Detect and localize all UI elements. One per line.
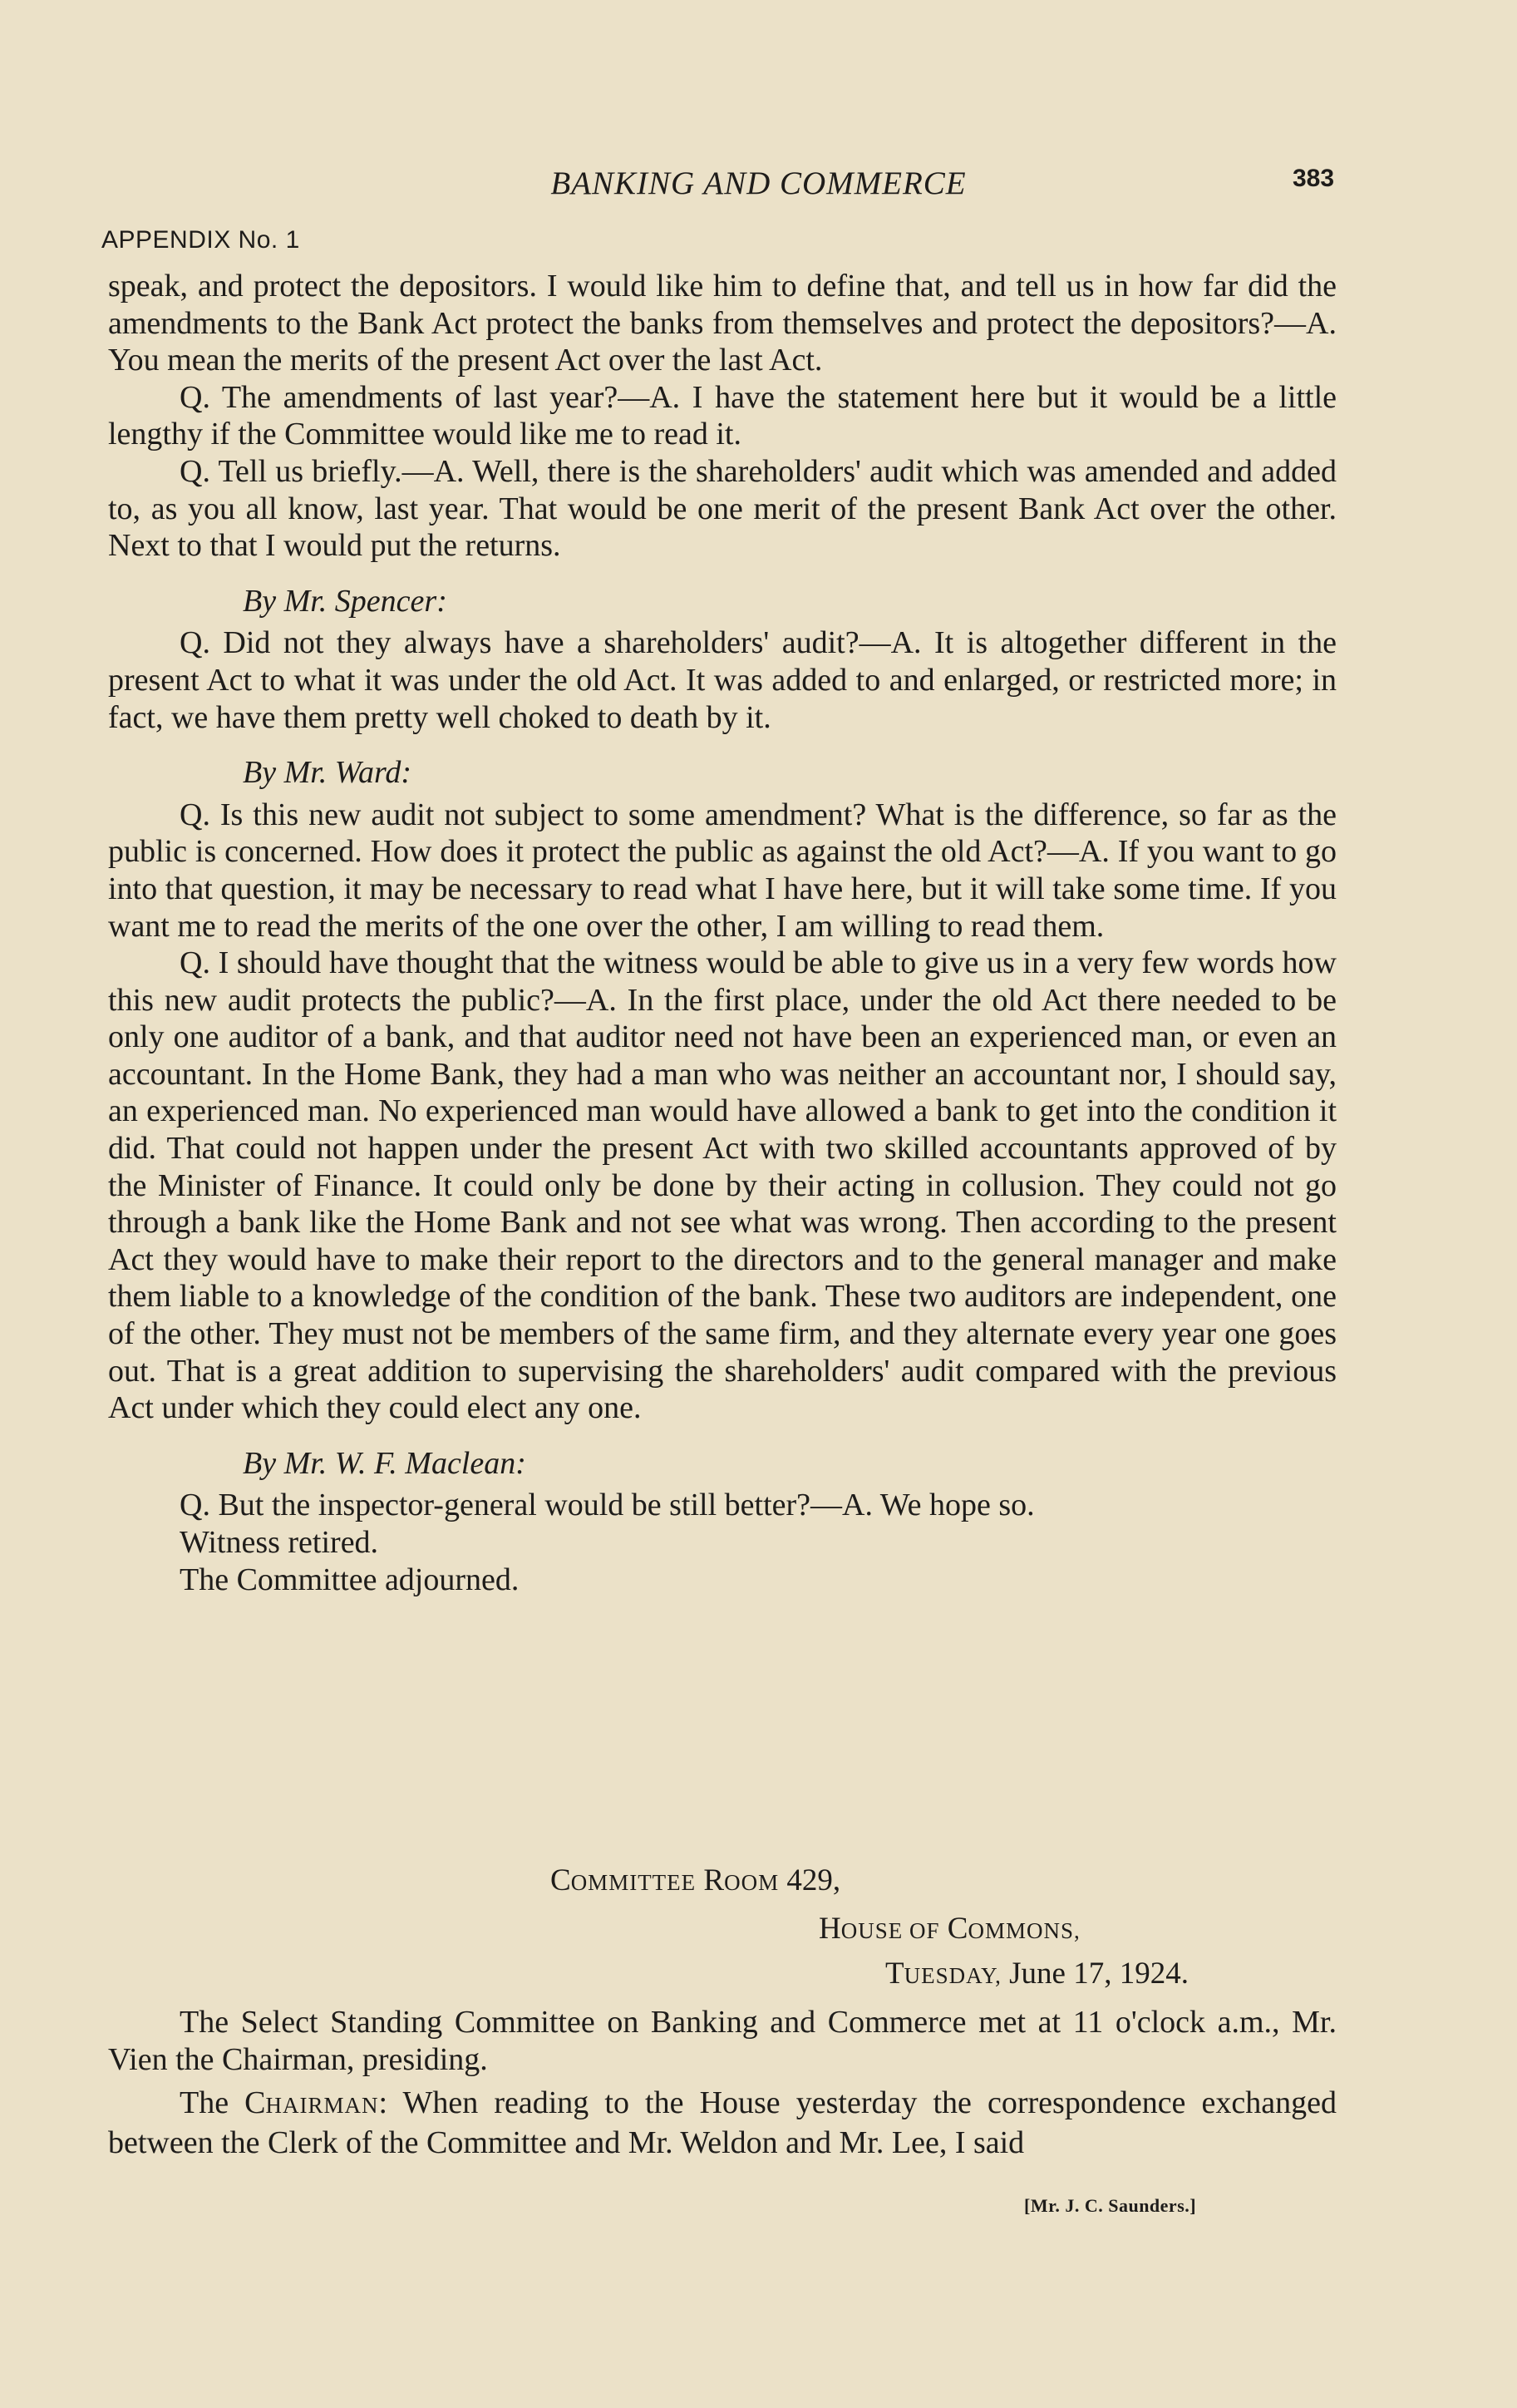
address-line-date: TUESDAY, June 17, 1924.: [885, 1956, 1189, 1991]
speaker-heading: By Mr. Ward:: [243, 755, 412, 791]
paragraph-question: Q. But the inspector-general would be still better?—A. We hope so.: [180, 1488, 1035, 1523]
paragraph-question: Q. The amendments of last year?—A. I have the statement here but it would be a little lengthy if the Committee would like me to read it.: [108, 379, 1337, 452]
speaker-reference: [Mr. J. C. Saunders.]: [1024, 2195, 1197, 2216]
paragraph-question: Q. Tell us briefly.—A. Well, there is the shareholders' audit which was amended and added to, as you all know, last year. That would be one merit of the present Bank Act over the other. Next to that I would put the returns.: [108, 453, 1337, 564]
paragraph-question: Q. Did not they always have a shareholders' audit?—A. It is altogether different in the present Act to what it was under the old Act. It was added to and enlarged, or restricted more; in fact, we have them pretty well choked to death by it.: [108, 625, 1337, 735]
page-number: 383: [1293, 165, 1335, 192]
witness-retired: Witness retired.: [180, 1525, 379, 1560]
paragraph-question: Q. I should have thought that the witness would be able to give us in a very few words how this new audit protects the public?—A. In the first place, under the old Act there needed to be only one auditor of a bank, and that auditor need not have been an experienced man, or even an accountant. In the Home Bank, they had a man who was neither an accountant nor, I should say, an experienced man. No experienced man would have allowed a bank to get into the condition it did. That could not happen under the present Act with two skilled accountants approved of by the Minister of Finance. It could only be done by their acting in collusion. They could not go through a bank like the Home Bank and not see what was wrong. Then according to the present Act they would have to make their report to the directors and to the general manager and make them liable to a knowledge of the condition of the bank. These two auditors are independent, one of the other. They must not be members of the same firm, and they alternate every year one goes out. That is a great addition to supervising the shareholders' audit compared with the previous Act under which they could elect any one.: [108, 945, 1337, 1426]
chairman-statement: The CHAIRMAN: When reading to the House yesterday the correspondence exchanged between the Clerk of the Committee and Mr. Weldon and Mr. Lee, I said: [108, 2085, 1337, 2160]
paragraph-question: Q. Is this new audit not subject to some amendment? What is the difference, so far as the public is concerned. How does it protect the public as against the old Act?—A. If you want to go into that question, it may be necessary to read what I have here, but it will take some time. If you want me to read the merits of the one over the other, I am willing to read them.: [108, 797, 1337, 944]
appendix-label: APPENDIX No. 1: [101, 226, 300, 254]
address-line-house: HOUSE OF COMMONS,: [819, 1912, 1081, 1946]
address-line-room: COMMITTEE ROOM 429,: [550, 1863, 841, 1897]
speaker-heading: By Mr. Spencer:: [243, 583, 447, 619]
speaker-heading: By Mr. W. F. Maclean:: [243, 1445, 526, 1481]
paragraph-continued: speak, and protect the depositors. I would like him to define that, and tell us in how far did the amendments to the Bank Act protect the banks from themselves and protect the depositors?—A. You mean the merits of the present Act over the last Act.: [108, 269, 1337, 378]
committee-adjourned: The Committee adjourned.: [180, 1562, 520, 1597]
minutes-opening: The Select Standing Committee on Banking and Commerce met at 11 o'clock a.m., Mr. Vien the Chairman, presiding.: [108, 2005, 1337, 2077]
testimony-body: [108, 268, 1337, 1598]
minutes-section: [108, 2004, 1337, 2161]
running-title: BANKING AND COMMERCE: [550, 165, 967, 201]
